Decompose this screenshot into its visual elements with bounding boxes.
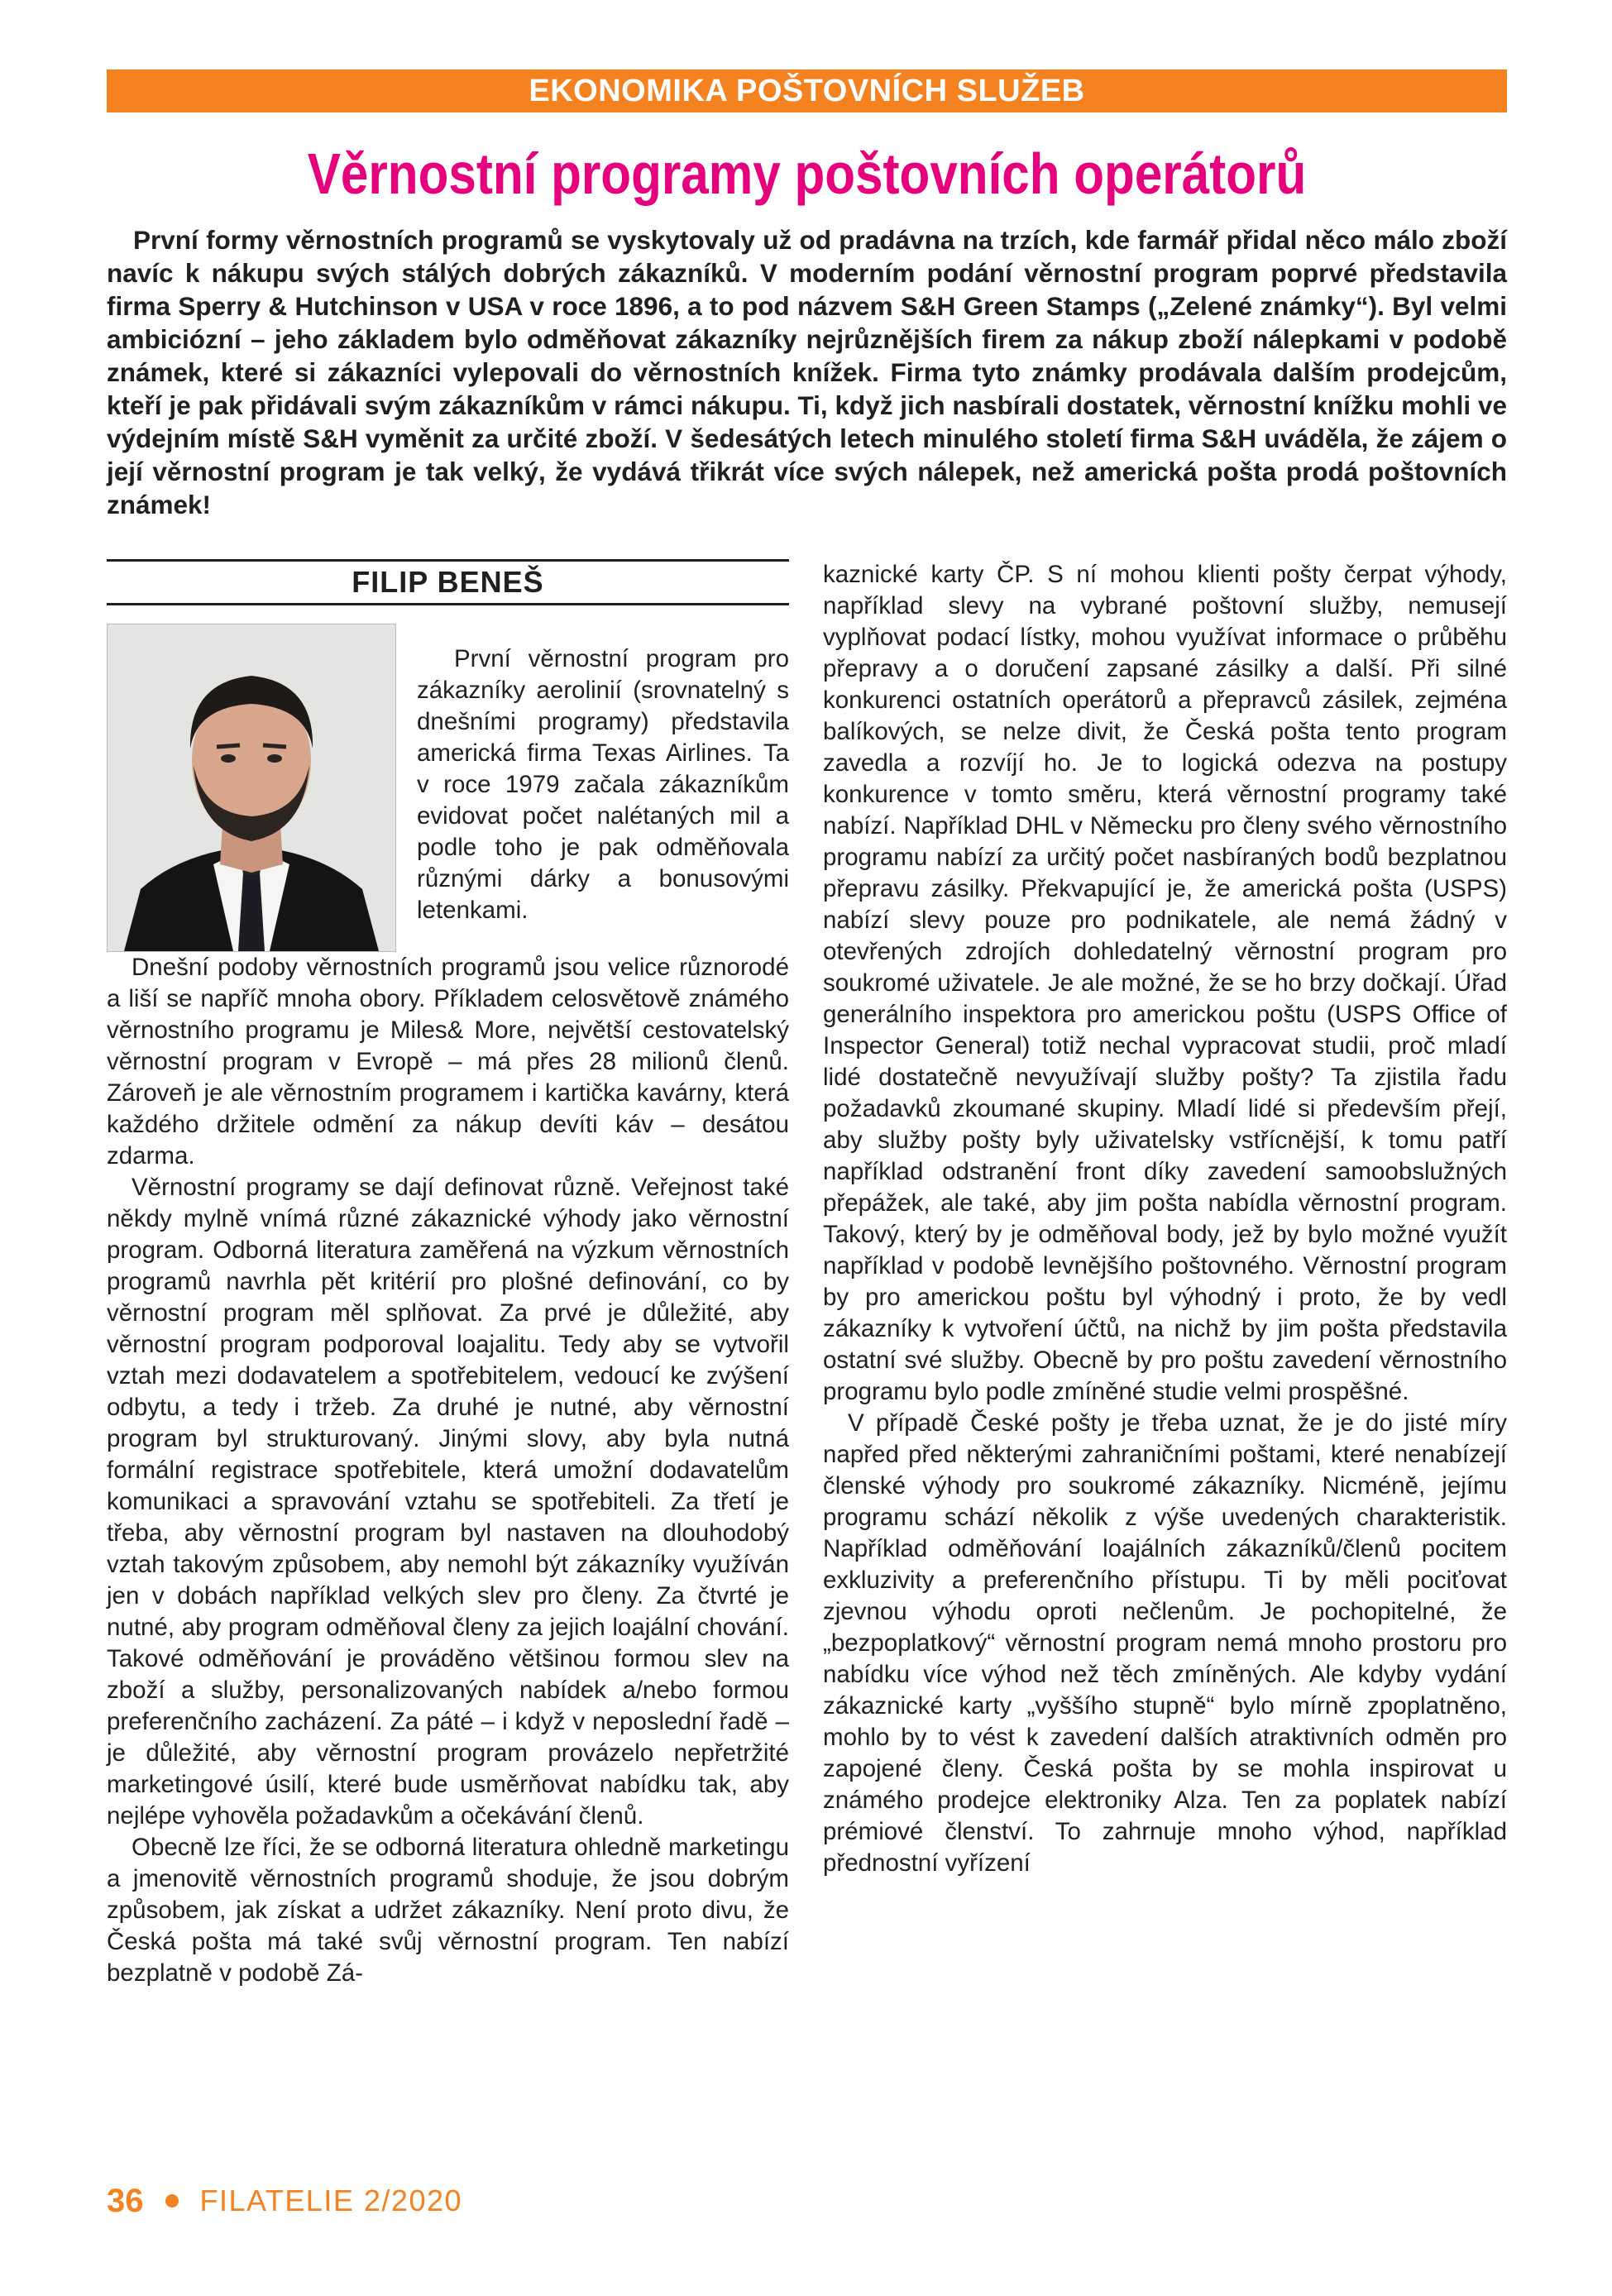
section-banner: [107, 69, 1507, 112]
paragraph: Obecně lze říci, že se odborná literatura ohledně marketingu a jmenovitě věrnostních programů shoduje, že jsou dobrým způsobem, jak získat a udržet zákazníky. Není proto divu, že Česká pošta má také svůj věrnostní program. Ten nabízí bezplatně v podobě Zá-: [107, 1834, 789, 1987]
right-column: [823, 559, 1507, 2160]
author-photo: [107, 624, 396, 952]
article-lead: První formy věrnostních programů se vyskytovaly už od pradávna na trzích, kde farmář přidal něco málo zboží navíc k nákupu svých stálých dobrých zákazníků. V moderním podání věrnostní program poprvé představila firma Sperry & Hutchinson v USA v roce 1896, a to pod názvem S&H Green Stamps („Zelené známky“). Byl velmi ambiciózní – jeho základem bylo odměňovat zákazníky nejrůznějších firem za nákup zboží nálepkami v podobě známek, které si zákazníci vylepovali do věrnostních knížek. Firma tyto známky prodávala dalším prodejcům, kteří je pak přidávali svým zákazníkům v rámci nákupu. Ti, když jich nasbírali dostatek, věrnostní knížku mohli ve výdejním místě S&H vyměnit za určité zboží. V šedesátých letech minulého století firma S&H uváděla, že zájem o její věrnostní program je tak velký, že vydává třikrát více svých nálepek, než americká pošta prodá poštovních známek!: [107, 225, 1507, 519]
author-name: FILIP BENEŠ: [107, 559, 789, 605]
page-footer: [107, 2180, 462, 2222]
section-label: EKONOMIKA POŠTOVNÍCH SLUŽEB: [529, 74, 1085, 108]
left-column: [107, 559, 789, 2160]
article-title: Věrnostní programy poštovních operátorů: [307, 141, 1307, 206]
portrait-illustration: [108, 624, 395, 951]
paragraph: V případě České pošty je třeba uznat, že je do jisté míry napřed před některými zahraničními poštami, které nenabízejí členské výhody pro soukromé zákazníky. Nicméně, jejímu programu schází několik z výše uvedených charakteristik. Například odměňování loajálních zákazníků/členů pocitem exkluzivity a preferenčního přístupu. Ti by měli pociťovat zjevnou výhodu oproti nečlenům. Je pochopitelné, že „bezpoplatkový“ věrnostní program nemá mnoho prostoru pro nabídku více výhod než těch zmíněných. Ale kdyby vydání zákaznické karty „vyššího stupně“ bylo mírně zpoplatněno, mohlo by to vést k zavedení dalších atraktivních odměn pro zapojené členy. Česká pošta by se mohla inspirovat u známého prodejce elektroniky Alza. Ten za poplatek nabízí prémiové členství. To zahrnuje mnoho výhod, například přednostní vyřízení: [823, 1409, 1507, 1877]
paragraph: Dnešní podoby věrnostních programů jsou velice různorodé a liší se napříč mnoha obory. Příkladem celosvětově známého věrnostního programu je Miles& More, největší cestovatelský věrnostní program v Evropě – má přes 28 milionů členů. Zároveň je ale věrnostním programem i kartička kavárny, která každého držitele odmění za nákup devíti káv – desátou zdarma.: [107, 954, 789, 1170]
page-number: 36: [107, 2182, 144, 2219]
paragraph: První věrnostní program pro zákazníky aerolinií (srovnatelný s dnešními programy) představila americká firma Texas Airlines. Ta v roce 1979 začala zákazníkům evidovat počet nalétaných mil a podle toho je pak odměňovala různými dárky a bonusovými letenkami.: [417, 645, 789, 924]
bullet-dot-icon: [165, 2194, 179, 2208]
paragraph: Věrnostní programy se dají definovat různě. Veřejnost také někdy mylně vnímá různé zákaznické výhody jako věrnostní program. Odborná literatura zaměřená na výzkum věrnostních programů navrhla pět kritérií pro plošné definování, co by věrnostní program měl splňovat. Za prvé je důležité, aby věrnostní program podporoval loajalitu. Tedy aby se vytvořil vztah mezi dodavatelem a spotřebitelem, vedoucí ke zvýšení odbytu, a tedy i tržeb. Za druhé je nutné, aby věrnostní program byl strukturovaný. Jinými slovy, aby byla nutná formální registrace spotřebitele, která umožní dodavatelům komunikaci a spravování vztahu se spotřebiteli. Za třetí je třeba, aby věrnostní program byl nastaven na dlouhodobý vztah takovým způsobem, aby nemohl být zákazníky využíván jen v dobách například velkých slev pro členy. Za čtvrté je nutné, aby program odměňoval členy za jejich loajální chování. Takové odměňování je prováděno většinou formou slev na zboží a služby, personalizovaných nabídek a/nebo formou preferenčního zacházení. Za páté – i když v neposlední řadě – je důležité, aby věrnostní program provázelo nepřetržité marketingové úsilí, které bude usměrňovat nabídku tak, aby nejlépe vyhověla požadavkům a očekávání členů.: [107, 1174, 789, 1830]
paragraph: kaznické karty ČP. S ní mohou klienti pošty čerpat výhody, například slevy na vybrané poštovní služby, nemusejí vyplňovat podací lístky, mohou využívat informace o průběhu přepravy a o doručení zapsané zásilky a další. Při silné konkurenci ostatních operátorů a přepravců zásilek, zejména balíkových, se nelze divit, že Česká pošta tento program zavedla a rozvíjí ho. Je to logická odezva na postupy konkurence v tomto směru, která věrnostní programy také nabízí. Například DHL v Německu pro členy svého věrnostního programu nabízí za určitý počet nasbíraných bodů bezplatnou přepravu zásilky. Překvapující je, že americká pošta (USPS) nabízí slevy pouze pro podnikatele, ale nemá žádný v otevřených zdrojích dohledatelný věrnostní program pro soukromé uživatele. Je ale možné, že se ho brzy dočkají. Úřad generálního inspektora pro americkou poštu (USPS Office of Inspector General) totiž nechal vypracovat studii, proč mladí lidé dostatečně nevyužívají služby pošty? Ta zjistila řadu požadavků zkoumané skupiny. Mladí lidé si především přejí, aby služby pošty byly uživatelsky vstřícnější, k tomu patří například odstranění front díky zavedení samoobslužných přepážek, ale také, aby jim pošta nabídla věrnostní program. Takový, který by je odměňoval body, jež by bylo možné využít například v podobě levnějšího poštovného. Věrnostní program by pro americkou poštu byl výhodný i proto, že by vedl zákazníky k vytvoření účtů, na nichž by jim pošta představila ostatní své služby. Obecně by pro poštu zavedení věrnostního programu bylo podle zmíněné studie velmi prospěšné.: [823, 561, 1507, 1405]
magazine-issue: FILATELIE 2/2020: [199, 2184, 463, 2217]
